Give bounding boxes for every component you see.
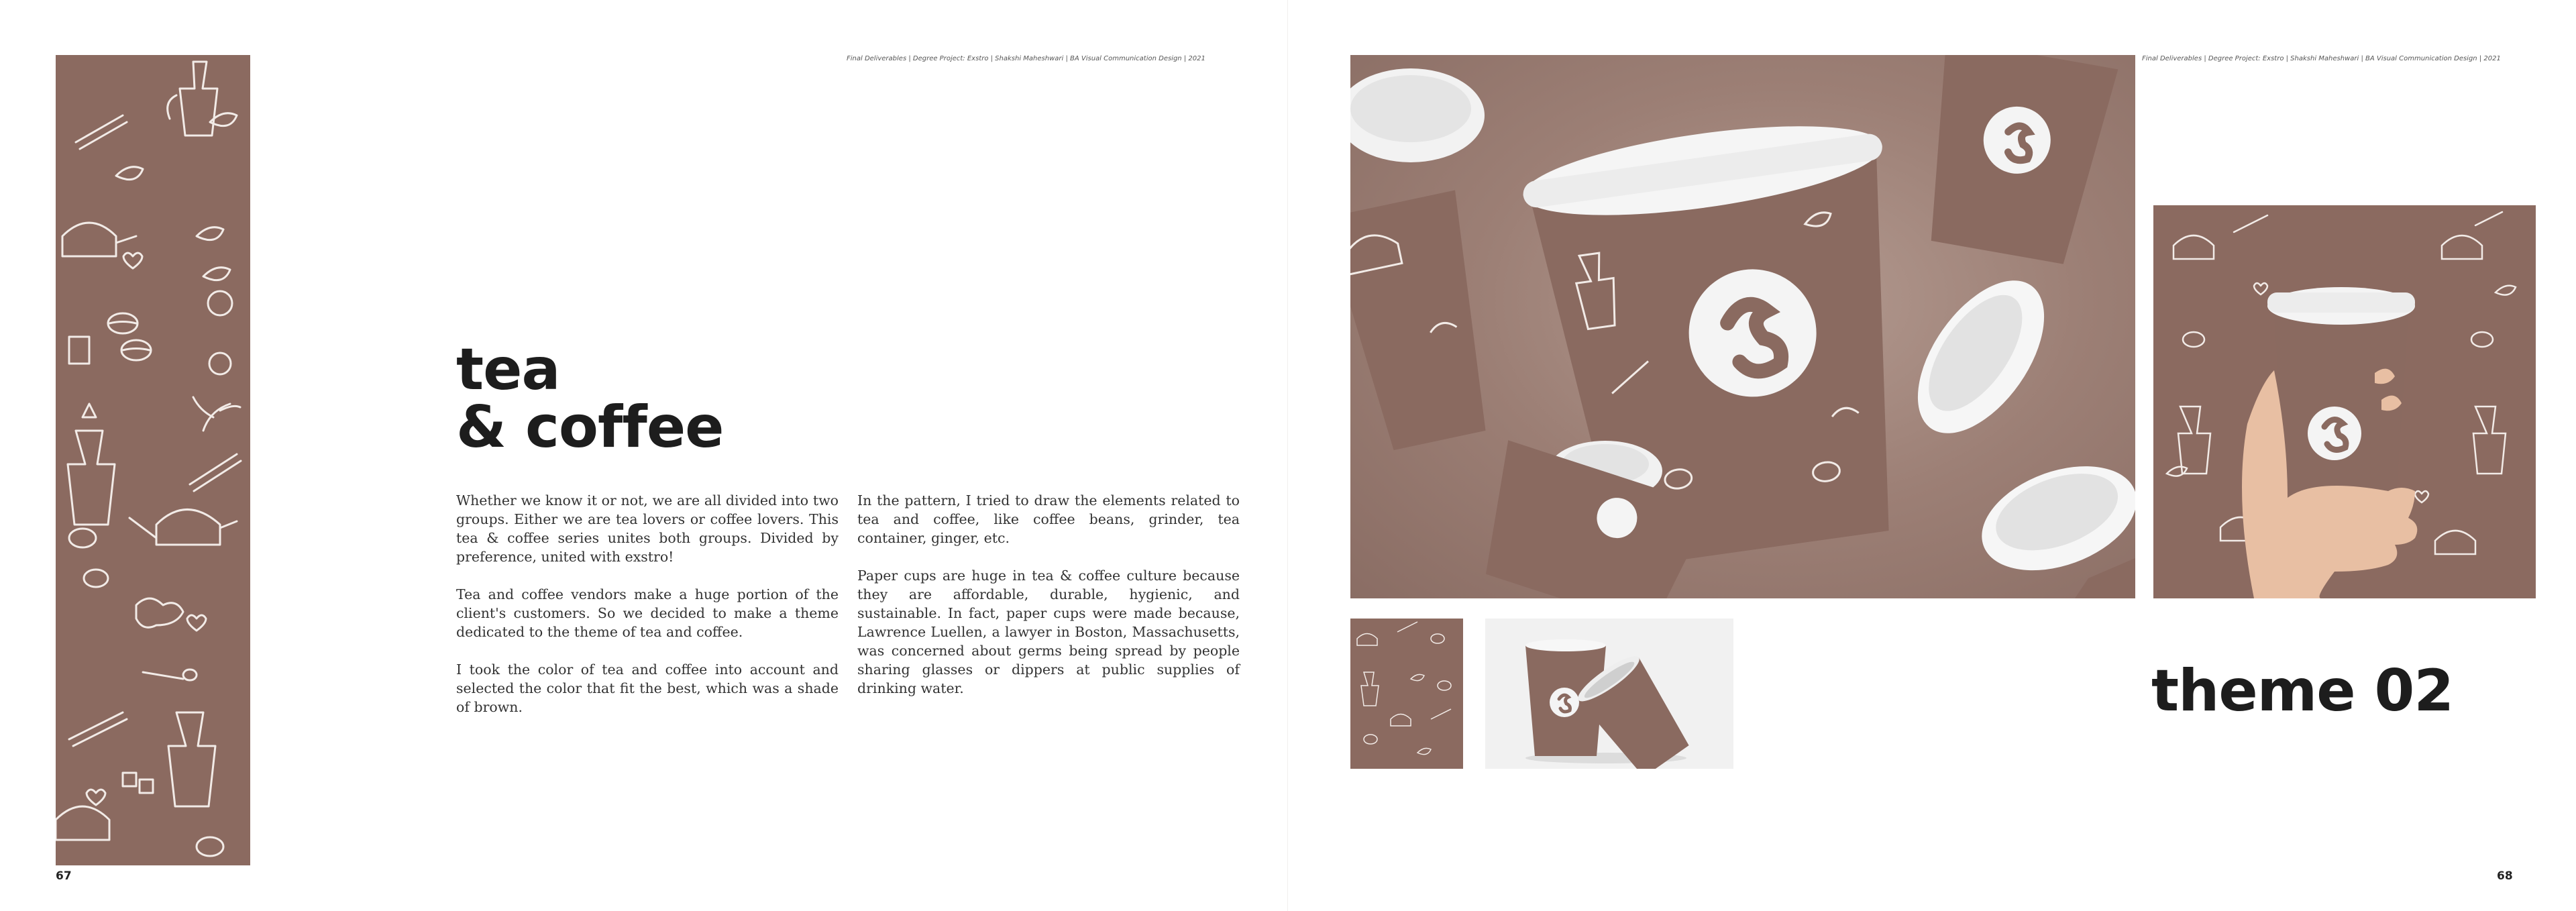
pattern-strip-image [56, 55, 250, 865]
header-meta: Final Deliverables | Degree Project: Exstro | Shakshi Maheshwari | BA Visual Communication Design | 2021 [2142, 55, 2501, 62]
two-cups-mockup-icon [1485, 619, 1733, 769]
hero-image [1350, 55, 2135, 598]
title-line-1: tea [456, 336, 560, 403]
pattern-swatch-icon [1350, 619, 1463, 769]
theme-label: theme 02 [2151, 657, 2454, 725]
body-column-1 [456, 491, 839, 735]
page-number: 68 [2497, 869, 2513, 883]
paragraph: I took the color of tea and coffee into account and selected the color that fit the best, which was a shade of brown. [456, 661, 839, 715]
header-meta: Final Deliverables | Degree Project: Exstro | Shakshi Maheshwari | BA Visual Communication Design | 2021 [847, 55, 1205, 62]
page-title [456, 336, 724, 461]
hand-holding-cup-icon [2153, 205, 2536, 598]
tea-coffee-pattern-icon [56, 55, 250, 865]
floating-paper-cups-icon [1350, 55, 2135, 598]
page-number: 67 [56, 869, 72, 883]
paragraph: In the pattern, I tried to draw the elements related to tea and coffee, like coffee beans, grinder, tea container, ginger, etc. [857, 492, 1240, 546]
paragraph: Tea and coffee vendors make a huge portion of the client's customers. So we decided to make a theme dedicated to the theme of tea and coffee. [456, 586, 839, 640]
paragraph: Whether we know it or not, we are all divided into two groups. Either we are tea lovers or coffee lovers. This tea & coffee series unites both groups. Divided by preference, united with exstro! [456, 492, 839, 565]
body-column-2 [857, 491, 1240, 716]
pattern-swatch-image [1350, 619, 1463, 769]
paragraph: Paper cups are huge in tea & coffee culture because they are affordable, durable, hygienic, and sustainable. In fact, paper cups were made because, Lawrence Luellen, a lawyer in Boston, Massachusetts, was concerned about germs being spread by people sharing glasses or dippers at public supplies of drinking water. [857, 568, 1240, 696]
two-cups-mockup-image [1485, 619, 1733, 769]
hand-holding-cup-image [2153, 205, 2536, 598]
title-line-2: & coffee [456, 394, 724, 461]
